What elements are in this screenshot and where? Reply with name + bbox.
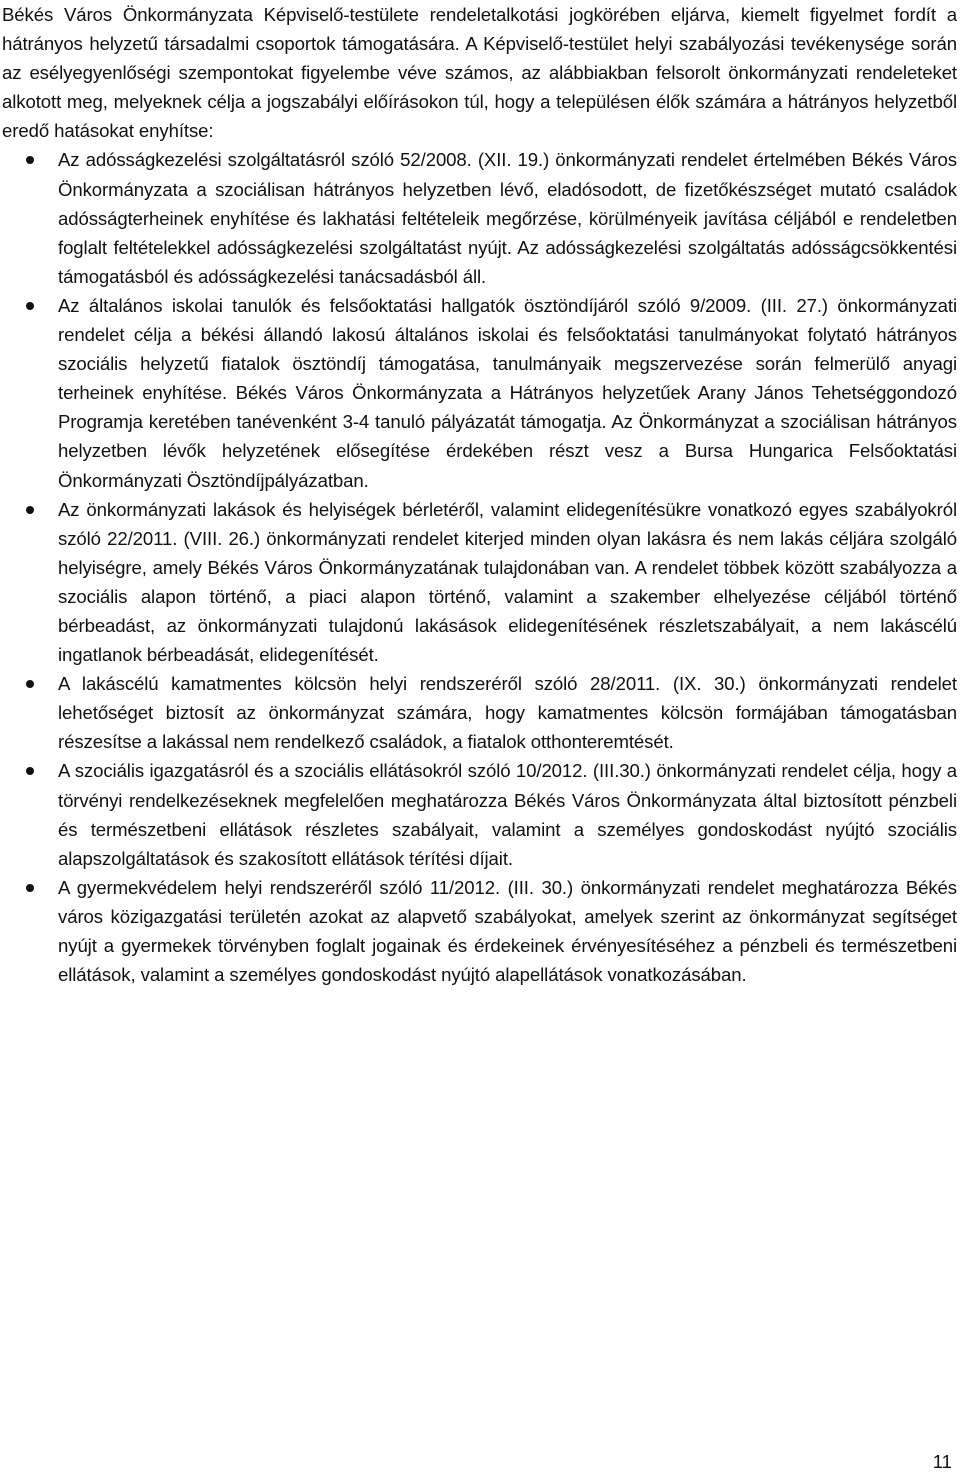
regulation-list	[2, 145, 957, 989]
list-item-text: A lakáscélú kamatmentes kölcsön helyi rendszeréről szóló 28/2011. (IX. 30.) önkormányzati rendelet lehetőséget biztosít az önkormányzat számára, hogy kamatmentes kölcsön formájában támogatásban részesítse a lakással nem rendelkező családok, a fiatalok otthonteremtését.	[58, 673, 957, 753]
intro-paragraph: Békés Város Önkormányzata Képviselő-testülete rendeletalkotási jogkörében eljárva, kiemelt figyelmet fordít a hátrányos helyzetű társadalmi csoportok támogatására. A Képviselő-testület helyi szabályozási tevékenysége során az esélyegyenlőségi szempontokat figyelembe véve számos, az alábbiakban felsorolt önkormányzati rendeleteket alkotott meg, melyeknek célja a jogszabályi előírásokon túl, hogy a településen élők számára a hátrányos helyzetből eredő hatásokat enyhítse:	[2, 4, 957, 142]
list-item-text: A szociális igazgatásról és a szociális ellátásokról szóló 10/2012. (III.30.) önkormányzati rendelet célja, hogy a törvényi rendelkezéseknek megfelelően meghatározza Békés Város Önkormányzata által biztosított pénzbeli és természetbeni ellátások részletes szabályait, valamint a személyes gondoskodást nyújtó szociális alapszolgáltatások és szakosított ellátások térítési díjait.	[58, 760, 957, 869]
bullet-icon	[26, 506, 34, 514]
bullet-icon	[26, 767, 34, 775]
list-item-text: Az adósságkezelési szolgáltatásról szóló 52/2008. (XII. 19.) önkormányzati rendelet értelmében Békés Város Önkormányzata a szociálisan hátrányos helyzetben lévő, eladósodott, de fizetőkészséget mutató családok adósságterheinek enyhítése és lakhatási feltételeik megőrzése, körülményeik javítása céljából e rendeletben foglalt feltételekkel adósságkezelési szolgáltatást nyújt. Az adósságkezelési szolgáltatás adósságcsökkentési támogatásból és adósságkezelési tanácsadásból áll.	[58, 149, 957, 287]
list-item	[2, 756, 957, 872]
list-item	[2, 669, 957, 756]
list-item	[2, 145, 957, 290]
bullet-icon	[26, 884, 34, 892]
bullet-icon	[26, 156, 34, 164]
page-number: 11	[932, 1451, 952, 1472]
bullet-icon	[26, 680, 34, 688]
list-item-text: Az önkormányzati lakások és helyiségek bérletéről, valamint elidegenítésükre vonatkozó egyes szabályokról szóló 22/2011. (VIII. 26.) önkormányzati rendelet kiterjed minden olyan lakásra és nem lakás céljára szolgáló helyiségre, amely Békés Város Önkormányzatának tulajdonában van. A rendelet többek között szabályozza a szociális alapon történő, a piaci alapon történő, valamint a szakember elhelyezése céljából történő bérbeadást, az önkormányzati tulajdonú lakásások elidegenítésének részletszabályait, a nem lakáscélú ingatlanok bérbeadását, elidegenítését.	[58, 498, 957, 666]
list-item-text: A gyermekvédelem helyi rendszeréről szóló 11/2012. (III. 30.) önkormányzati rendelet meghatározza Békés város közigazgatási területén azokat az alapvető szabályokat, amelyek szerint az önkormányzat segítséget nyújt a gyermekek törvényben foglalt jogainak és érdekeinek érvényesítéséhez a pénzbeli és természetbeni ellátások, valamint a személyes gondoskodást nyújtó alapellátások vonatkozásában.	[58, 876, 957, 986]
bullet-icon	[26, 302, 34, 310]
list-item	[2, 873, 957, 989]
list-item	[2, 291, 957, 495]
list-item-text: Az általános iskolai tanulók és felsőoktatási hallgatók ösztöndíjáról szóló 9/2009. (III. 27.) önkormányzati rendelet célja a békési állandó lakosú általános iskolai és felsőoktatási tanulmányokat folytató hátrányos szociális helyzetű fiatalok ösztöndíj támogatása, tanulmányaik megszervezése során felmerülő anyagi terheinek enyhítése. Békés Város Önkormányzata a Hátrányos helyzetűek Arany János Tehetséggondozó Programja keretében tanévenként 3-4 tanuló pályázatát támogatja. Az Önkormányzat a szociálisan hátrányos helyzetben lévők helyzetének elősegítése érdekében részt vesz a Bursa Hungarica Felsőoktatási Önkormányzati Ösztöndíjpályázatban.	[58, 294, 957, 491]
list-item	[2, 495, 957, 670]
document-body	[2, 0, 957, 989]
